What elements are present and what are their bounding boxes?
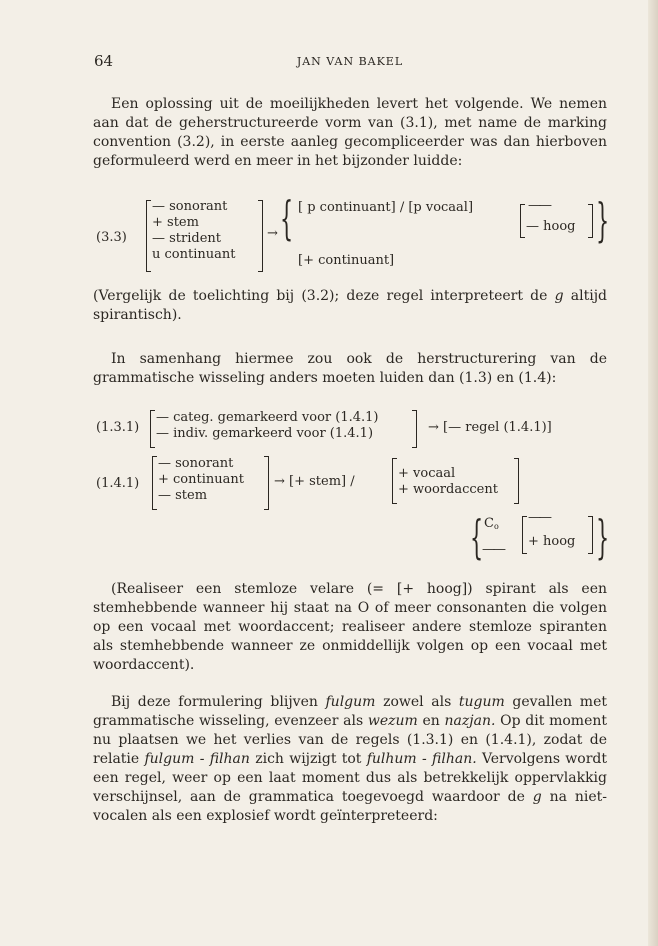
rule-1-3-1-lines — [156, 410, 378, 442]
rule-3-3-env-blank: —— — [528, 198, 550, 213]
bracket-right — [412, 410, 417, 448]
text-run: Bij deze formulering blijven — [111, 694, 326, 710]
curly-brace-right: } — [596, 193, 610, 247]
paragraph-2-text-end: altijd spirantisch). — [93, 288, 608, 323]
italic-word: wezum — [367, 713, 418, 729]
paragraph-2 — [93, 287, 607, 325]
curly-brace-left: { — [280, 191, 294, 245]
page-number: 64 — [94, 52, 114, 70]
rule-1-3-1-label: (1.3.1) — [96, 420, 140, 435]
text-run: Vervolgens wordt een regel, weer op een laat moment dus als betrekkelijk oppervlakkig verschijnsel, aan de grammatica toegevoegd waardoor de — [93, 751, 607, 805]
feature-line: — stem — [158, 488, 208, 503]
rule-1-4-1-features — [158, 456, 244, 504]
feature-line: u continuant — [152, 247, 236, 262]
paragraph-3: In samenhang hiermee zou ook de herstructurering van de grammatische wisseling anders moeten luiden dan (1.3) en (1.4): — [93, 351, 607, 386]
text-run: Op dit moment nu plaatsen we het verlies van de regels (1.3.1) en (1.4.1), zodat de relatie — [93, 713, 608, 767]
italic-word: fulgum — [325, 694, 376, 710]
rule-1-3-1-result: → [— regel (1.4.1)] — [428, 420, 552, 435]
page-edge-shadow — [648, 0, 658, 946]
bracket-right — [264, 456, 269, 510]
curly-brace-left: { — [470, 510, 484, 564]
paragraph-2-text: (Vergelijk de toelichting bij (3.2); deze regel interpreteert de — [93, 288, 555, 304]
condition-line: — categ. gemarkeerd voor (1.4.1) — [156, 410, 379, 425]
italic-word: tugum — [458, 694, 505, 710]
bracket-right — [588, 516, 593, 554]
bracket-left — [150, 410, 155, 448]
context-line: + woordaccent — [398, 482, 498, 497]
text-run: na niet-vocalen als een explosief wordt geïnterpreteerd: — [93, 789, 607, 824]
bracket-right — [514, 458, 519, 504]
bracket-left — [152, 456, 157, 510]
c-zero-subscript: o — [493, 522, 499, 531]
arrow: → — [267, 226, 278, 241]
rule-1-4-1-context — [398, 466, 498, 498]
italic-word: nazjan. — [444, 713, 496, 729]
paragraph-4: (Realiseer een stemloze velare (= [+ hoog]) spirant als een stemhebbende wanneer hij staat na O of meer consonanten die volgen op een vocaal met woordaccent; realiseer andere stemloze spiranten als stemhebbende wanneer ze onmiddellijk volgen op een vocaal met woordaccent). — [93, 581, 607, 673]
running-head: JAN VAN BAKEL — [296, 55, 404, 68]
c-zero-letter: C — [484, 516, 494, 531]
rule-3-3-bottom-option: [+ continuant] — [298, 253, 395, 268]
rule-1-4-1-hoog: + hoog — [528, 534, 576, 549]
italic-g: g — [554, 288, 564, 304]
bracket-left — [392, 458, 397, 504]
italic-word: fulgum - filhan — [144, 751, 250, 767]
text-run: gevallen met grammatische wisseling, evenzeer als — [93, 694, 607, 729]
italic-word: g — [532, 789, 542, 805]
feature-line: — sonorant — [152, 199, 228, 214]
feature-line: + stem — [152, 215, 199, 230]
c-zero — [484, 516, 499, 535]
rule-1-4-1-blank: —— — [482, 542, 504, 557]
rule-3-3-env-feature: — hoog — [526, 219, 576, 234]
context-line: + vocaal — [398, 466, 456, 481]
rule-1-4-1-env-blank: —— — [528, 510, 550, 525]
rule-3-3-features — [152, 199, 235, 263]
rule-1-4-1-arrow: → [+ stem] / — [274, 474, 355, 489]
condition-line: — indiv. gemarkeerd voor (1.4.1) — [156, 426, 374, 441]
text-run: zich wijzigt tot — [249, 751, 367, 767]
feature-line: + continuant — [158, 472, 244, 487]
bracket-left — [520, 204, 525, 238]
text-run: zowel als — [375, 694, 459, 710]
italic-word: fulhum - filhan. — [366, 751, 477, 767]
rule-3-3-top-option: [ p continuant] / [p vocaal] — [298, 200, 474, 215]
feature-line: — sonorant — [158, 456, 234, 471]
bracket-left — [146, 200, 151, 272]
rule-3-3-label: (3.3) — [96, 230, 127, 245]
paragraph-1: Een oplossing uit de moeilijkheden levert het volgende. We nemen aan dat de geherstructureerde vorm van (3.1), met name de marking convention (3.2), in eerste aanleg gecompliceerder was dan hierboven geformuleerd werd en meer in het bijzonder luidde: — [93, 96, 607, 169]
page-header — [94, 52, 606, 76]
paragraph-5 — [93, 693, 607, 826]
bracket-right — [588, 204, 593, 238]
bracket-right — [258, 200, 263, 272]
rule-1-4-1-label: (1.4.1) — [96, 476, 140, 491]
text-run: en — [417, 713, 445, 729]
feature-line: — strident — [152, 231, 222, 246]
curly-brace-right: } — [596, 510, 610, 564]
bracket-left — [522, 516, 527, 554]
